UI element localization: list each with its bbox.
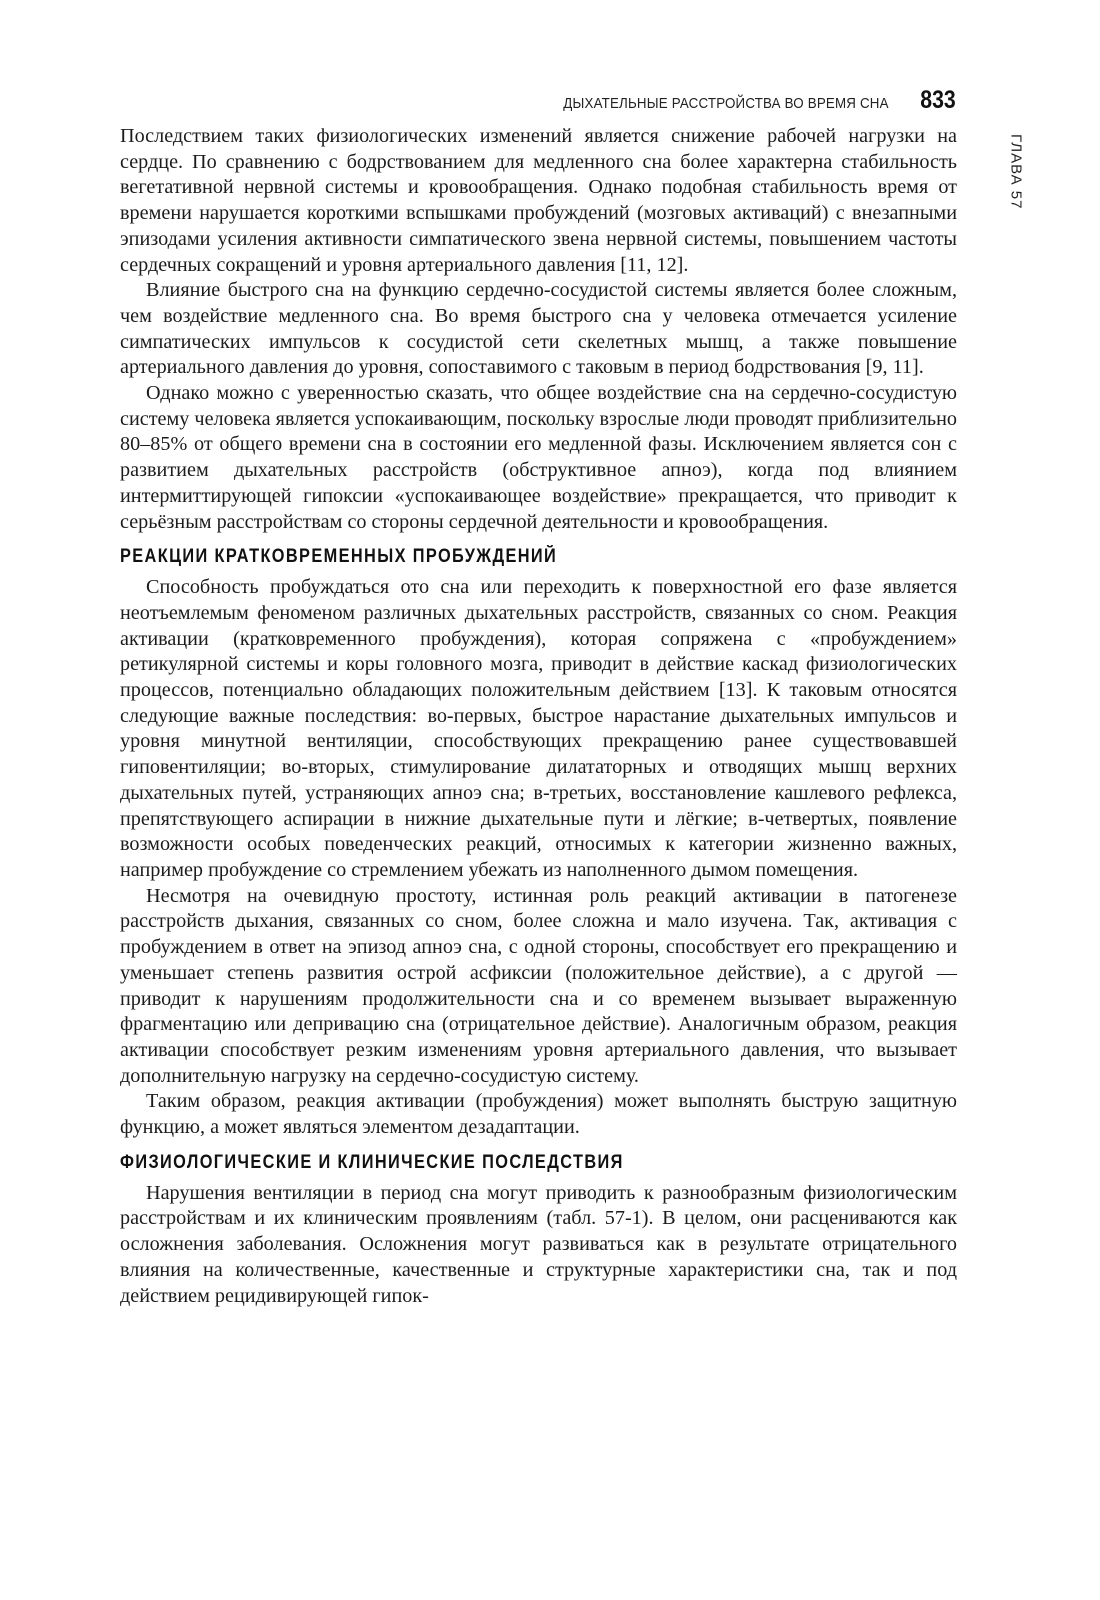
running-header <box>120 86 956 115</box>
paragraph: Несмотря на очевидную простоту, истинная роль реакций активации в патогенезе расстройств дыхания, связанных со сном, более сложна и мало изучена. Так, активация с пробуждением в ответ на эпизод апноэ сна, с одной стороны, способствует его прекращению и уменьшает степень развития острой асфиксии (положительное действие), а с другой — приводит к нарушениям продолжительности сна и со временем вызывает выраженную фрагментацию или депривацию сна (отрицательное действие). Аналогичным образом, реакция активации способствует резким изменениям уровня артериального давления, что вызывает дополнительную нагрузку на сердечно-сосудистую систему. <box>120 884 957 1087</box>
body-text <box>120 124 957 1309</box>
paragraph: Однако можно с уверенностью сказать, что общее воздействие сна на сердечно-сосудистую систему человека является успокаивающим, поскольку взрослые люди проводят приблизительно 80–85% от общего времени сна в состоянии его медленной фазы. Исключением является сон с развитием дыхательных расстройств (обструктивное апноэ), когда под влиянием интермиттирующей гипоксии «успокаивающее воздействие» прекращается, что приводит к серьёзным расстройствам со стороны сердечной деятельности и кровообращения. <box>120 382 957 533</box>
paragraph: Таким образом, реакция активации (пробуждения) может выполнять быструю защитную функцию, а может являться элементом дезадаптации. <box>120 1090 957 1139</box>
section-heading: ФИЗИОЛОГИЧЕСКИЕ И КЛИНИЧЕСКИЕ ПОСЛЕДСТВИЯ <box>120 1151 624 1173</box>
running-title: ДЫХАТЕЛЬНЫЕ РАССТРОЙСТВА ВО ВРЕМЯ СНА <box>562 96 889 112</box>
section-heading: РЕАКЦИИ КРАТКОВРЕМЕННЫХ ПРОБУЖДЕНИЙ <box>120 546 558 568</box>
page-number: 833 <box>920 86 956 114</box>
chapter-label: ГЛАВА 57 <box>1007 134 1025 210</box>
paragraph: Влияние быстрого сна на функцию сердечно-сосудистой системы является более сложным, чем воздействие медленного сна. Во время быстрого сна у человека отмечается усиление симпатических импульсов к сосудистой сети скелетных мышц, а также повышение артериального давления до уровня, сопоставимого с таковым в период бодрствования [9, 11]. <box>120 279 957 379</box>
paragraph: Способность пробуждаться ото сна или переходить к поверхностной его фазе является неотъемлемым феноменом различных дыхательных расстройств, связанных со сном. Реакция активации (кратковременного пробуждения), которая сопряжена с «пробуждением» ретикулярной системы и коры головного мозга, приводит в действие каскад физиологических процессов, потенциально обладающих положительным действием [13]. К таковым относятся следующие важные последствия: во-первых, быстрое нарастание дыхательных импульсов и уровня минутной вентиляции, способствующих прекращению ранее существовавшей гиповентиляции; во-вторых, стимулирование дилататорных и отводящих мышц верхних дыхательных путей, устраняющих апноэ сна; в-третьих, восстановление кашлевого рефлекса, препятствующего аспирации в нижние дыхательные пути и лёгкие; в-четвертых, появление возможности особых поведенческих реакций, относимых к категории жизненно важных, например пробуждение со стремлением убежать из наполненного дымом помещения. <box>120 576 957 881</box>
paragraph: Нарушения вентиляции в период сна могут приводить к разнообразным физиологическим расстройствам и их клиническим проявлениям (табл. 57-1). В целом, они расцениваются как осложнения заболевания. Осложнения могут развиваться как в результате отрицательного влияния на количественные, качественные и структурные характеристики сна, так и под действием рецидивирующей гипок- <box>120 1181 957 1307</box>
chapter-side-tab <box>1004 134 1028 212</box>
paragraph: Последствием таких физиологических изменений является снижение рабочей нагрузки на сердце. По сравнению с бодрствованием для медленного сна более характерна стабильность вегетативной нервной системы и кровообращения. Однако подобная стабильность время от времени нарушается короткими вспышками пробуждений (мозговых активаций) с внезапными эпизодами усиления активности симпатического звена нервной системы, повышением частоты сердечных сокращений и уровня артериального давления [11, 12]. <box>120 125 957 276</box>
